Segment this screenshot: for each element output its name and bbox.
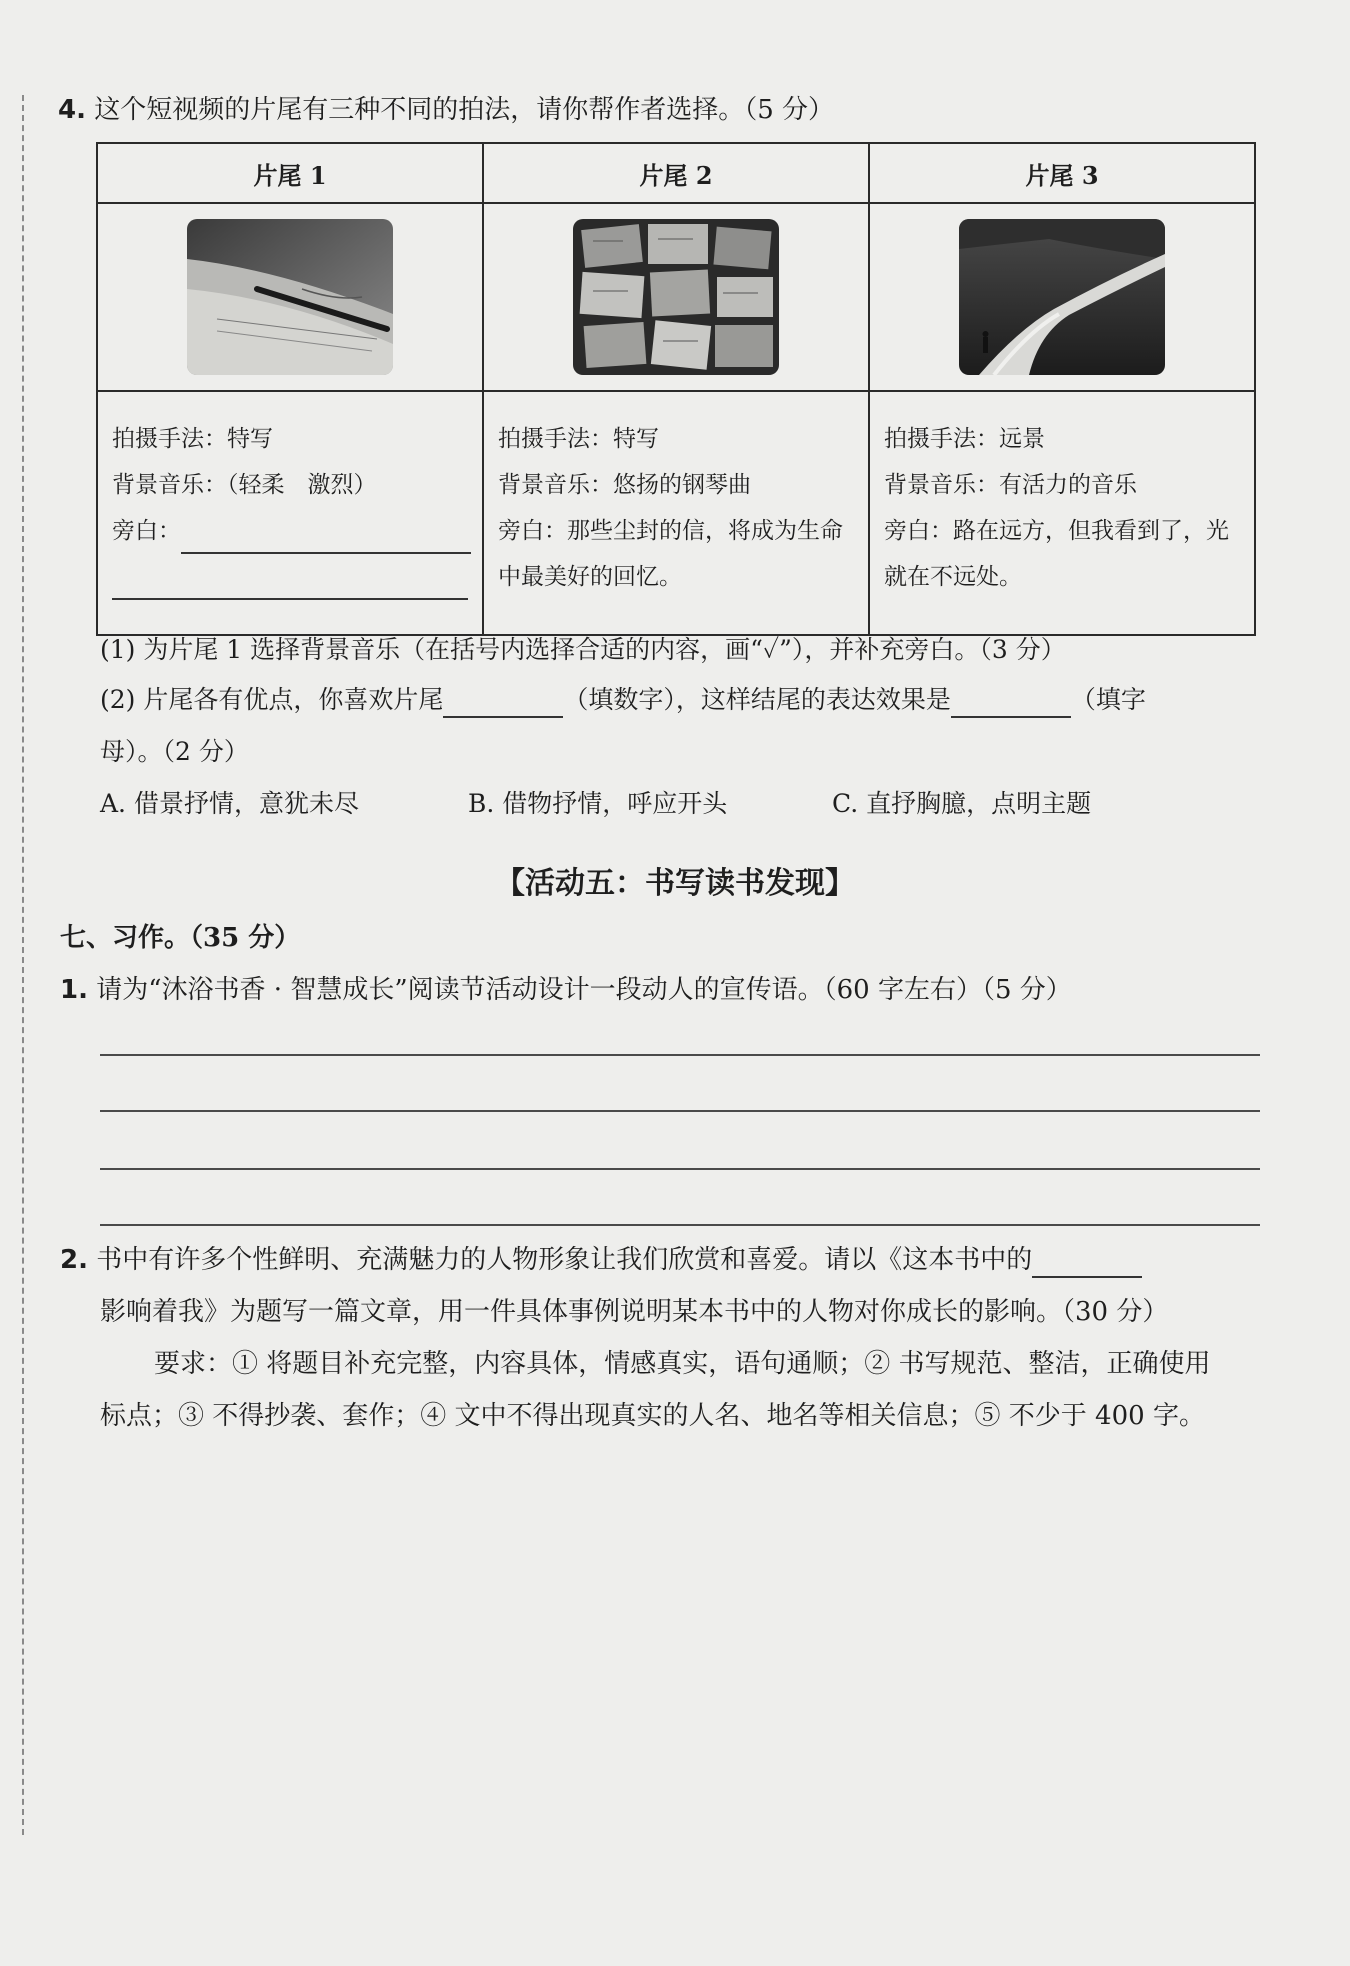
ending1-technique: 拍摄手法：特写 xyxy=(112,426,273,452)
q4-number: 4. xyxy=(58,95,86,125)
info-cell-3 xyxy=(869,391,1255,635)
s7-requirements-1: 要求：① 将题目补充完整，内容具体，情感真实，语句通顺；② 书写规范、整洁，正确使用 xyxy=(154,1349,1211,1379)
table-image-row xyxy=(97,203,1255,391)
q4-sub2-blank-letter[interactable] xyxy=(951,688,1071,718)
q4-sub2-part1: (2) 片尾各有优点，你喜欢片尾 xyxy=(100,685,444,714)
image-cell-3 xyxy=(869,203,1255,391)
s7-q2-line1 xyxy=(60,1242,1142,1278)
q4-sub1: (1) 为片尾 1 选择背景音乐（在括号内选择合适的内容，画“✓”），并补充旁白。（3 分） xyxy=(100,635,1066,664)
section7-title: 七、习作。（35 分） xyxy=(60,923,301,953)
winding-road-photo xyxy=(959,219,1165,375)
binding-margin-line xyxy=(22,95,24,1835)
q4-sub2-blank-number[interactable] xyxy=(443,688,563,718)
s7-requirements-2: 标点；③ 不得抄袭、套作；④ 文中不得出现真实的人名、地名等相关信息；⑤ 不少于 400 字。 xyxy=(100,1401,1205,1431)
ending2-narration-2: 中最美好的回忆。 xyxy=(498,564,682,590)
info-cell-2 xyxy=(483,391,869,635)
q4-sub2-part2: （填数字），这样结尾的表达效果是 xyxy=(563,685,951,714)
ending1-narration-blank-2[interactable] xyxy=(112,570,468,600)
ending3-narration-2: 就在不远处。 xyxy=(884,564,1022,590)
info-cell-1 xyxy=(97,391,483,635)
header-ending-3: 片尾 3 xyxy=(869,143,1255,203)
s7-q1-number: 1. xyxy=(60,975,88,1005)
image-cell-2 xyxy=(483,203,869,391)
writing-line-2[interactable] xyxy=(100,1110,1260,1112)
stack-of-letters-photo xyxy=(573,219,779,375)
s7-q2-number: 2. xyxy=(60,1245,88,1275)
ending2-narration-1: 旁白：那些尘封的信，将成为生命 xyxy=(498,518,843,544)
writing-line-3[interactable] xyxy=(100,1168,1260,1170)
option-a: A. 借景抒情，意犹未尽 xyxy=(100,789,359,818)
q4-text: 这个短视频的片尾有三种不同的拍法，请你帮作者选择。（5 分） xyxy=(94,95,835,125)
table-info-row xyxy=(97,391,1255,635)
s7-q1-text: 请为“沐浴书香 · 智慧成长”阅读节活动设计一段动人的宣传语。（60 字左右）（5 分） xyxy=(96,975,1072,1005)
ending3-narration-1: 旁白：路在远方，但我看到了，光 xyxy=(884,518,1229,544)
ending3-technique: 拍摄手法：远景 xyxy=(884,426,1045,452)
ending3-music: 背景音乐：有活力的音乐 xyxy=(884,472,1137,498)
image-cell-1 xyxy=(97,203,483,391)
pen-and-notebook-photo xyxy=(187,219,393,375)
s7-q1 xyxy=(60,972,1072,1008)
header-ending-1: 片尾 1 xyxy=(97,143,483,203)
option-c: C. 直抒胸臆，点明主题 xyxy=(832,789,1092,818)
q4-heading xyxy=(58,92,834,128)
q4-sub2 xyxy=(100,682,1146,718)
writing-line-4[interactable] xyxy=(100,1224,1260,1226)
ending1-narration-line2 xyxy=(112,554,470,600)
ending1-narration xyxy=(112,508,470,554)
ending1-narration-blank[interactable] xyxy=(181,524,471,554)
q4-sub2-part3: （填字 xyxy=(1070,685,1146,714)
ending2-music: 背景音乐：悠扬的钢琴曲 xyxy=(498,472,751,498)
s7-q2-line2: 影响着我》为题写一篇文章，用一件具体事例说明某本书中的人物对你成长的影响。（30 分） xyxy=(100,1297,1169,1327)
q4-sub2-line2: 母）。（2 分） xyxy=(100,737,249,766)
ending2-technique: 拍摄手法：特写 xyxy=(498,426,659,452)
s7-q2-text-1: 书中有许多个性鲜明、充满魅力的人物形象让我们欣赏和喜爱。请以《这本书中的 xyxy=(96,1245,1033,1275)
activity-title: 【活动五：书写读书发现】 xyxy=(495,866,855,901)
ending1-music: 背景音乐：（轻柔 激烈） xyxy=(112,472,377,498)
option-b: B. 借物抒情，呼应开头 xyxy=(468,789,728,818)
table-header-row xyxy=(97,143,1255,203)
ending1-narration-label: 旁白： xyxy=(112,518,181,544)
header-ending-2: 片尾 2 xyxy=(483,143,869,203)
s7-q2-title-blank[interactable] xyxy=(1032,1248,1142,1278)
endings-table xyxy=(96,142,1256,636)
writing-line-1[interactable] xyxy=(100,1054,1260,1056)
